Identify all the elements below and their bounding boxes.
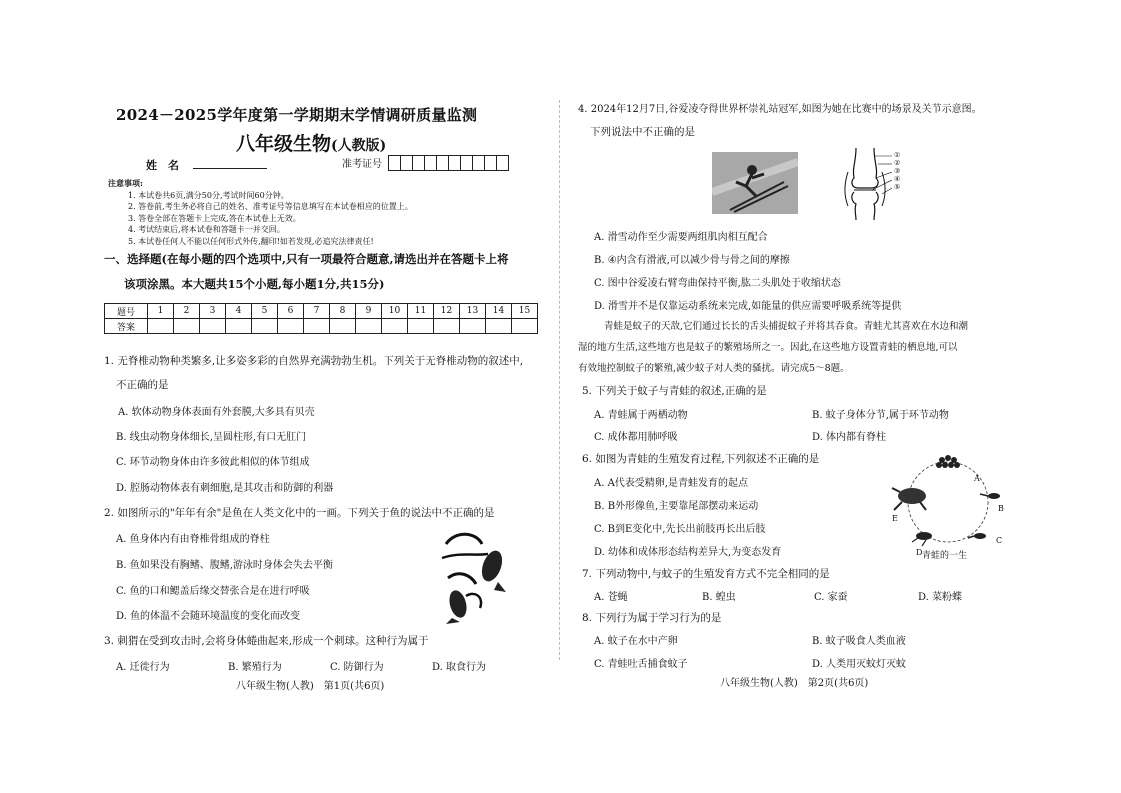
answer-table [104, 303, 538, 334]
table-cell: 4 [226, 304, 252, 319]
note-item: 4. 考试结束后,将本试卷和答题卡一并交回。 [128, 225, 285, 234]
skier-drawing [712, 152, 798, 214]
subject-name: 八年级生物 [236, 133, 332, 155]
cycle-label: B [998, 504, 1004, 513]
exam-no-label: 准考证号 [342, 159, 382, 170]
option-7c[interactable]: C. 家蚕 [814, 592, 848, 603]
option-8c[interactable]: C. 青蛙吐舌捕食蚊子 [594, 659, 688, 670]
option-5b[interactable]: B. 蚊子身体分节,属于环节动物 [812, 410, 949, 421]
answer-cell[interactable] [200, 319, 226, 334]
table-cell: 5 [252, 304, 278, 319]
answer-cell[interactable] [330, 319, 356, 334]
option-4d[interactable]: D. 滑雪并不是仅靠运动系统来完成,如能量的供应需要呼吸系统等提供 [594, 301, 902, 312]
joint-label: ④ [894, 175, 901, 183]
option-2a[interactable]: A. 鱼身体内有由脊椎骨组成的脊柱 [116, 534, 270, 545]
option-7d[interactable]: D. 菜粉蝶 [918, 592, 963, 603]
answer-cell[interactable] [304, 319, 330, 334]
option-4b[interactable]: B. ④内含有滑液,可以减少骨与骨之间的摩擦 [594, 255, 790, 266]
option-5c[interactable]: C. 成体都用肺呼吸 [594, 432, 678, 443]
option-3d[interactable]: D. 取食行为 [432, 662, 487, 673]
table-cell: 8 [330, 304, 356, 319]
answer-cell[interactable] [174, 319, 200, 334]
passage-line: 湿的地方生活,这些地方也是蚊子的繁殖场所之一。因此,在这些地方设置青蛙的栖息地,可以 [578, 342, 958, 353]
cycle-label: D [916, 548, 923, 557]
cycle-label: A [974, 474, 980, 483]
note-item: 2. 答卷前,考生务必将自己的姓名、准考证号等信息填写在本试卷相应的位置上。 [128, 202, 413, 211]
subject-title [236, 129, 386, 156]
answer-cell[interactable] [356, 319, 382, 334]
question-4-stem: 4. 2024年12月7日,谷爱凌夺得世界杯崇礼站冠军,如图为她在比赛中的场景及关节示意图。 [578, 104, 982, 115]
question-1-stem: 1. 无脊椎动物种类繁多,让多姿多彩的自然界充满勃勃生机。下列关于无脊椎动物的叙述中, [104, 355, 524, 367]
name-label: 姓 名 [146, 159, 179, 172]
answer-cell[interactable] [148, 319, 174, 334]
question-7-stem: 7. 下列动物中,与蚊子的生殖发育方式不完全相同的是 [582, 568, 830, 580]
option-1b[interactable]: B. 线虫动物身体细长,呈圆柱形,有口无肛门 [116, 432, 307, 443]
option-2d[interactable]: D. 鱼的体温不会随环境温度的变化而改变 [116, 611, 301, 622]
answer-cell[interactable] [278, 319, 304, 334]
fish-calligraphy-image [436, 526, 508, 624]
section-heading-line1: 一、选择题(在每小题的四个选项中,只有一项最符合题意,请选出并在答题卡上将 [104, 252, 509, 266]
question-6-stem: 6. 如图为青蛙的生殖发育过程,下列叙述不正确的是 [582, 453, 820, 465]
page-1 [0, 0, 560, 793]
answer-cell[interactable] [460, 319, 486, 334]
option-2c[interactable]: C. 鱼的口和鳃盖后缘交替张合是在进行呼吸 [116, 586, 310, 597]
option-3b[interactable]: B. 繁殖行为 [228, 662, 282, 673]
frog-life-cycle-diagram [882, 452, 1010, 562]
table-cell: 10 [382, 304, 408, 319]
table-cell: 11 [408, 304, 434, 319]
option-5a[interactable]: A. 青蛙属于两栖动物 [594, 410, 688, 421]
answer-cell[interactable] [512, 319, 538, 334]
joint-label: ③ [894, 167, 901, 175]
option-8b[interactable]: B. 蚊子吸食人类血液 [812, 636, 906, 647]
option-4c[interactable]: C. 图中谷爱凌右臂弯曲保持平衡,肱二头肌处于收缩状态 [594, 278, 841, 289]
cycle-label: C [996, 536, 1003, 545]
table-cell: 15 [512, 304, 538, 319]
table-cell: 3 [200, 304, 226, 319]
skier-photo [712, 152, 798, 214]
option-8d[interactable]: D. 人类用灭蚊灯灭蚊 [812, 659, 907, 670]
table-cell: 12 [434, 304, 460, 319]
answer-cell[interactable] [434, 319, 460, 334]
option-1a[interactable]: A. 软体动物身体表面有外套膜,大多具有贝壳 [118, 407, 315, 418]
note-item: 1. 本试卷共6页,满分50分,考试时间60分钟。 [128, 190, 289, 200]
option-6b[interactable]: B. B外形像鱼,主要靠尾部摆动来运动 [594, 501, 759, 512]
answer-cell[interactable] [252, 319, 278, 334]
option-6c[interactable]: C. B到E变化中,先长出前肢再长出后肢 [594, 524, 766, 535]
edition: (人教版) [331, 138, 387, 154]
joint-diagram [842, 148, 904, 220]
option-8a[interactable]: A. 蚊子在水中产卵 [594, 636, 678, 647]
fish-drawing [436, 526, 508, 624]
option-3a[interactable]: A. 迁徙行为 [116, 662, 170, 673]
note-item: 3. 答卷全部在答题卡上完成,答在本试卷上无效。 [128, 213, 301, 223]
question-2-stem: 2. 如图所示的"年年有余"是鱼在人类文化中的一画。下列关于鱼的说法中不正确的是 [104, 507, 495, 519]
table-cell: 1 [148, 304, 174, 319]
section-heading-line2: 该项涂黑。本大题共15个小题,每小题1分,共15分) [124, 277, 385, 291]
table-cell: 13 [460, 304, 486, 319]
option-2b[interactable]: B. 鱼如果没有胸鳍、腹鳍,游泳时身体会失去平衡 [116, 560, 333, 571]
cycle-label: E [892, 514, 898, 523]
table-cell: 6 [278, 304, 304, 319]
option-7b[interactable]: B. 蝗虫 [702, 592, 736, 603]
table-row-label: 题号 [105, 304, 148, 319]
option-5d[interactable]: D. 体内都有脊柱 [812, 432, 887, 443]
option-7a[interactable]: A. 苍蝇 [594, 592, 628, 603]
question-1-stem-cont: 不正确的是 [116, 379, 169, 391]
option-6d[interactable]: D. 幼体和成体形态结构差异大,为变态发育 [594, 547, 782, 558]
answer-cell[interactable] [226, 319, 252, 334]
note-item: 5. 本试卷任何人不能以任何形式外传,翻印!如若发现,必追究法律责任! [128, 236, 374, 246]
option-4a[interactable]: A. 滑雪动作至少需要两组肌肉相互配合 [594, 232, 768, 243]
passage-line: 青蛙是蚊子的天敌,它们通过长长的舌头捕捉蚊子并将其吞食。青蛙尤其喜欢在水边和潮 [604, 321, 969, 332]
frog-cycle-caption: 青蛙的一生 [922, 551, 968, 561]
page-2 [560, 0, 1121, 793]
question-8-stem: 8. 下列行为属于学习行为的是 [582, 612, 722, 624]
notes-title: 注意事项: [108, 178, 143, 188]
page-footer: 八年级生物(人教) 第2页(共6页) [720, 678, 869, 689]
table-row-label: 答案 [105, 319, 148, 334]
answer-cell[interactable] [486, 319, 512, 334]
page-footer: 八年级生物(人教) 第1页(共6页) [236, 681, 385, 692]
name-blank[interactable] [193, 168, 267, 169]
option-3c[interactable]: C. 防御行为 [330, 662, 384, 673]
exam-no-boxes[interactable] [388, 155, 508, 174]
joint-label: ⑤ [894, 183, 901, 191]
question-3-stem: 3. 刺猬在受到攻击时,会将身体蜷曲起来,形成一个刺球。这种行为属于 [104, 635, 429, 647]
joint-label: ① [894, 151, 901, 159]
option-6a[interactable]: A. A代表受精卵,是青蛙发育的起点 [594, 478, 748, 489]
table-cell: 2 [174, 304, 200, 319]
name-field[interactable] [146, 157, 267, 173]
answer-cell[interactable] [408, 319, 434, 334]
table-cell: 7 [304, 304, 330, 319]
exam-title: 2024－2025学年度第一学期期末学情调研质量监测 [116, 106, 478, 124]
notes-block [108, 178, 413, 247]
joint-label: ② [894, 159, 901, 167]
passage-line: 有效地控制蚊子的繁殖,减少蚊子对人类的骚扰。请完成5～8题。 [578, 363, 850, 374]
question-5-stem: 5. 下列关于蚊子与青蛙的叙述,正确的是 [582, 385, 767, 397]
table-cell: 14 [486, 304, 512, 319]
answer-cell[interactable] [382, 319, 408, 334]
frog-cycle-drawing [882, 452, 1010, 562]
exam-no-field[interactable] [342, 155, 508, 174]
option-1d[interactable]: D. 腔肠动物体表有刺细胞,是其攻击和防御的利器 [116, 483, 334, 494]
option-1c[interactable]: C. 环节动物身体由许多彼此相似的体节组成 [116, 457, 310, 468]
table-cell: 9 [356, 304, 382, 319]
question-4-stem-cont: 下列说法中不正确的是 [590, 126, 695, 138]
